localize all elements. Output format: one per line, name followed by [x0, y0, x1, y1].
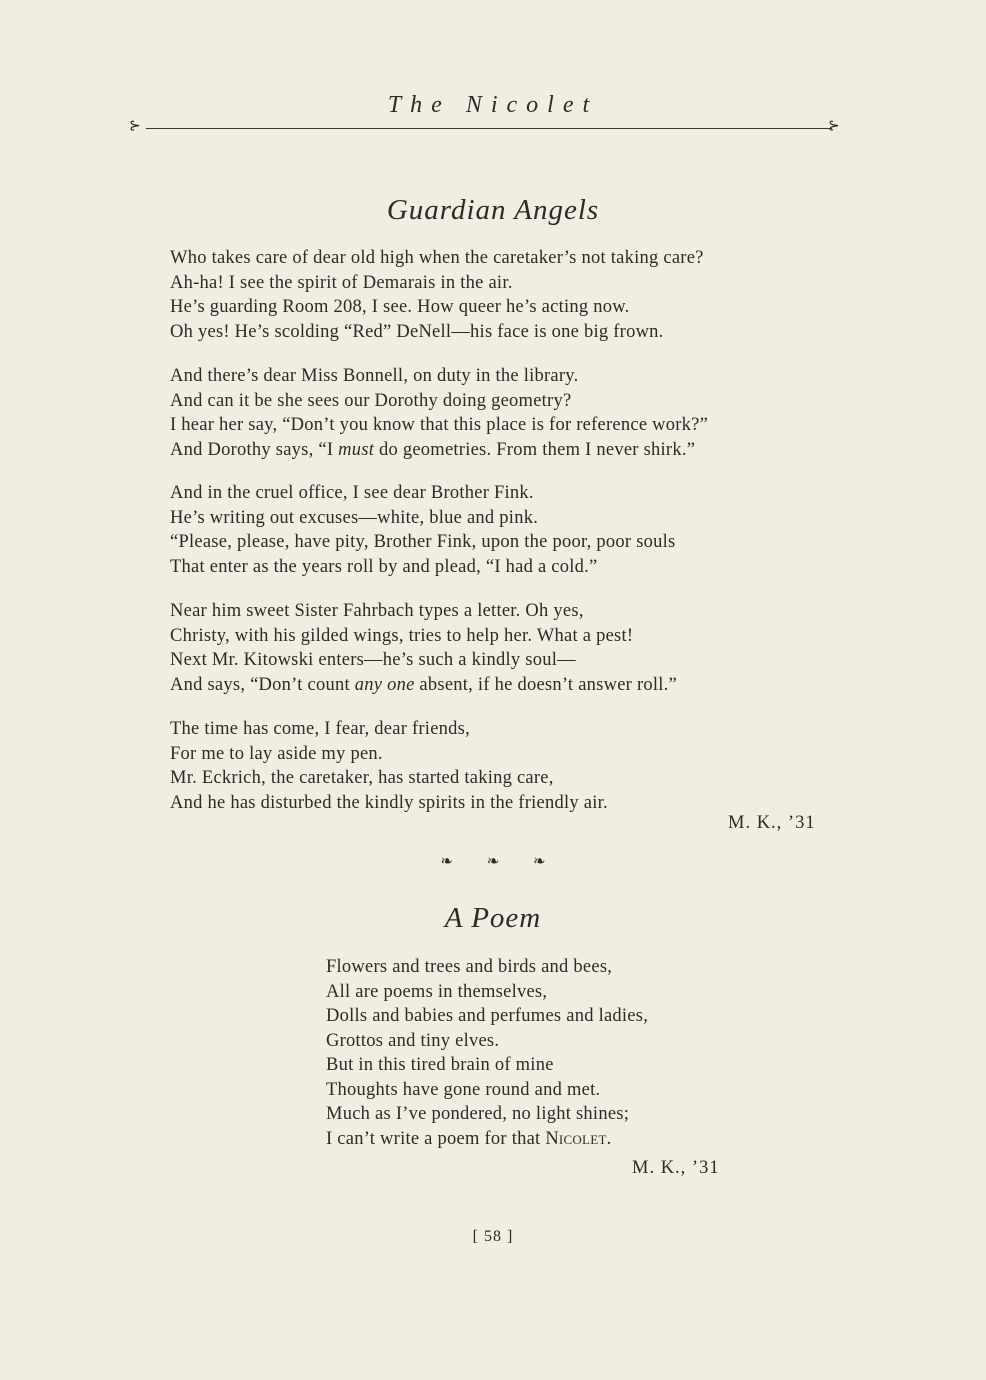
- poem-line: Who takes care of dear old high when the caretaker’s not taking care?: [170, 248, 704, 268]
- poem-line: He’s writing out excuses—white, blue and pink.: [170, 507, 539, 528]
- poem-line: Dolls and babies and perfumes and ladies,: [326, 1006, 649, 1026]
- poem-title-a-poem: A Poem: [444, 902, 542, 934]
- emphasis-text: must: [338, 439, 375, 460]
- stanza-1: [170, 246, 704, 344]
- poem-line: And in the cruel office, I see dear Brother Fink.: [170, 483, 534, 503]
- poem-line: And there’s dear Miss Bonnell, on duty in the library.: [170, 366, 579, 386]
- poem-line: Much as I’ve pondered, no light shines;: [326, 1104, 630, 1124]
- poem-title-guardian-angels: Guardian Angels: [386, 194, 600, 226]
- poem-line: For me to lay aside my pen.: [170, 743, 383, 764]
- poem-line: And can it be she sees our Dorothy doing geometry?: [170, 390, 572, 411]
- section-divider-ornaments-icon: ❧ ❧ ❧: [440, 854, 546, 870]
- line-text: I can’t write a poem for that: [326, 1128, 546, 1149]
- poem-line: Next Mr. Kitowski enters—he’s such a kindly soul—: [170, 650, 576, 670]
- poem-line: “Please, please, have pity, Brother Fink, upon the poor, poor souls: [170, 532, 676, 552]
- line-text: And Dorothy says, “I: [170, 439, 339, 460]
- line-text: And says, “Don’t count: [170, 674, 355, 695]
- poem-line: Grottos and tiny elves.: [326, 1030, 500, 1051]
- stanza-3: [170, 481, 675, 579]
- poem-line: Flowers and trees and birds and bees,: [326, 957, 613, 977]
- poem-line: Near him sweet Sister Fahrbach types a letter. Oh yes,: [170, 601, 584, 621]
- poem-line: But in this tired brain of mine: [326, 1055, 554, 1075]
- poem-line: [326, 1127, 648, 1152]
- poem-line: That enter as the years roll by and plead, “I had a cold.”: [170, 556, 598, 577]
- poem-line: Christy, with his gilded wings, tries to help her. What a pest!: [170, 625, 634, 646]
- signature-poem2: M. K., ’31: [632, 1158, 720, 1178]
- line-text: absent, if he doesn’t answer roll.”: [414, 674, 677, 695]
- poem-line: I hear her say, “Don’t you know that this place is for reference work?”: [170, 415, 709, 435]
- stanza-2: [170, 364, 708, 462]
- poem-line: [170, 673, 677, 698]
- poem-line: Thoughts have gone round and met.: [326, 1079, 601, 1100]
- poem-line: Oh yes! He’s scolding “Red” DeNell—his face is one big frown.: [170, 321, 664, 342]
- page-number: [ 58 ]: [472, 1228, 514, 1245]
- running-head: The Nicolet: [387, 92, 599, 118]
- poem-line: Ah-ha! I see the spirit of Demarais in the air.: [170, 272, 513, 293]
- poem-line: He’s guarding Room 208, I see. How queer he’s acting now.: [170, 297, 630, 317]
- poem-line: And he has disturbed the kindly spirits in the friendly air.: [170, 792, 608, 813]
- rule-ornament-left-icon: ⊱: [129, 119, 141, 134]
- poem-line: Mr. Eckrich, the caretaker, has started taking care,: [170, 768, 554, 788]
- poem-line: The time has come, I fear, dear friends,: [170, 719, 470, 739]
- poem2-body: [326, 955, 648, 1151]
- poem-line: All are poems in themselves,: [326, 981, 548, 1002]
- header-rule: [146, 128, 832, 129]
- rule-ornament-right-icon: ⊱: [828, 119, 840, 134]
- line-text: do geometries. From them I never shirk.”: [374, 439, 696, 460]
- poem-line: [170, 438, 708, 463]
- stanza-5: [170, 717, 608, 815]
- stanza-4: [170, 599, 677, 697]
- small-caps-text: Nicolet: [545, 1128, 607, 1149]
- signature-poem1: M. K., ’31: [728, 813, 816, 833]
- line-text: .: [606, 1128, 612, 1149]
- emphasis-text: any one: [354, 674, 415, 695]
